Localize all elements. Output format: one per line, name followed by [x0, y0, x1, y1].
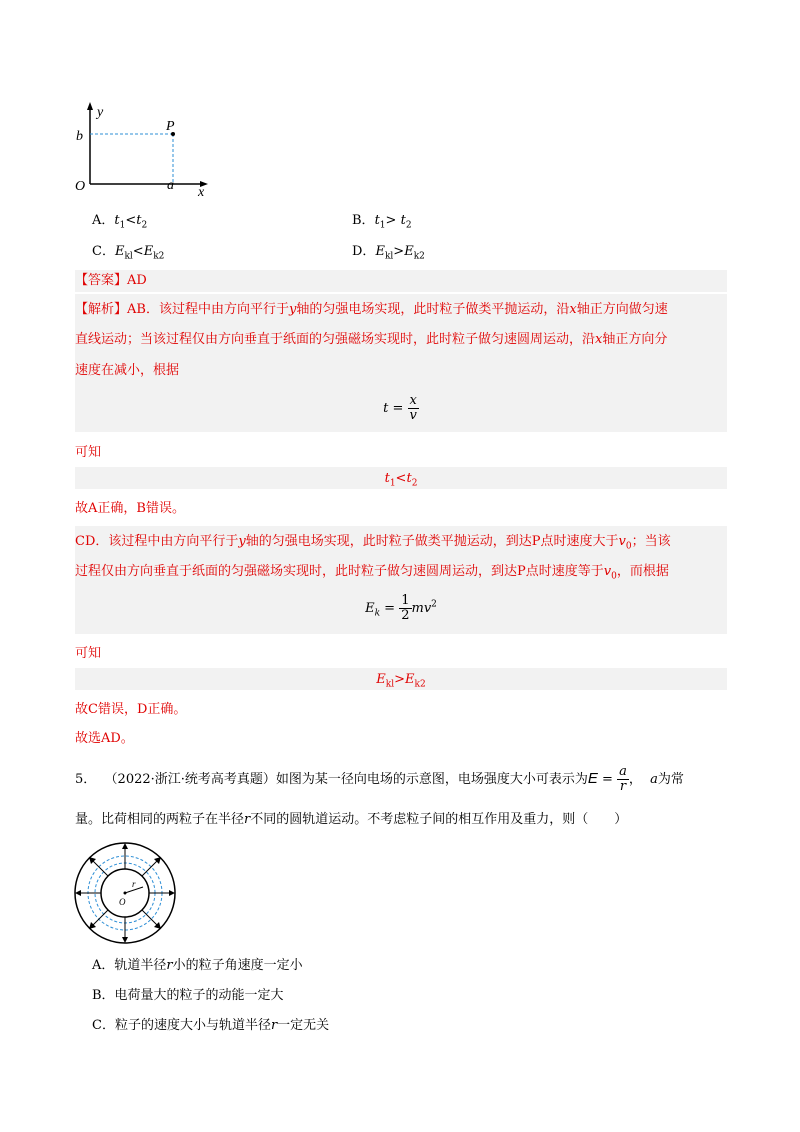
- option-b: B．$t_1> t_2$: [352, 213, 412, 231]
- y-label: y: [97, 105, 104, 120]
- p-label: P: [166, 119, 175, 134]
- analysis-cd-line-2: 过程仅由方向垂直于纸面的匀强磁场实现时，此时粒子做匀速圆周运动，到达P点时速度等于$v_0$，而根据: [75, 564, 669, 582]
- formula-kinetic-energy: $E_k$ = $\frac{1}{2}$ $mv^2$: [365, 593, 437, 623]
- x-label: x: [198, 185, 205, 200]
- q5-option-c: C．粒子的速度大小与轨道半径r一定无关: [92, 1018, 330, 1033]
- conclusion-2: 故C错误，D正确。: [75, 702, 187, 717]
- option-c: C．$E_{kl}<E_{k2}$: [92, 244, 165, 262]
- know-line-1: 可知: [75, 445, 102, 460]
- analysis-line-2: 直线运动；当该过程仅由方向垂直于纸面的匀强磁场实现时，此时粒子做匀速圆周运动，沿x轴正方向分: [75, 332, 668, 347]
- o-label: O: [119, 897, 126, 907]
- analysis-line-3: 速度在减小，根据: [75, 363, 180, 378]
- r-label: r: [132, 879, 136, 889]
- q5-option-a: A．轨道半径r小的粒子角速度一定小: [92, 958, 303, 973]
- center-dot: [124, 892, 127, 895]
- analysis-cd-line-1: CD．该过程中由方向平行于y轴的匀强电场实现，此时粒子做类平抛运动，到达P点时速度大于$v_0$；当该: [75, 534, 671, 552]
- shade-answer: [75, 270, 727, 292]
- radial-field-figure: [70, 838, 180, 948]
- question-5-line-2: 量。比荷相同的两粒子在半径r不同的圆轨道运动。不考虑粒子间的相互作用及重力，则（ ）: [75, 812, 628, 827]
- b-label: b: [76, 129, 83, 144]
- option-d: D．$E_{kl}>E_{k2}$: [352, 244, 425, 262]
- analysis-line-1: 【解析】AB．该过程中由方向平行于y轴的匀强电场实现，此时粒子做类平抛运动，沿x轴正方向做匀速: [75, 302, 668, 317]
- y-axis-arrow: [87, 102, 93, 110]
- conclusion-1: 故A正确，B错误。: [75, 501, 185, 516]
- know-line-2: 可知: [75, 646, 102, 661]
- formula-t-equals-x-over-v: t = $\frac{x}{v}$: [383, 393, 417, 423]
- final-answer: 故选AD。: [75, 731, 134, 746]
- option-a: A．$t_1<t_2$: [92, 213, 148, 231]
- coordinate-figure: [70, 100, 220, 200]
- a-label: a: [167, 178, 174, 193]
- answer-line: 【答案】AD: [75, 273, 147, 288]
- question-5-line-1: 5． （2022·浙江·统考高考真题）如图为某一径向电场的示意图，电场强度大小可表示为E = $\frac{a}{r}$ ， a为常: [75, 764, 684, 794]
- result-ek1-gt-ek2: $E_{kl}>E_{k2}$: [376, 672, 426, 690]
- result-t1-lt-t2: $t_1<t_2$: [384, 471, 418, 489]
- q5-option-b: B．电荷量大的粒子的动能一定大: [92, 988, 284, 1003]
- origin-label: O: [75, 179, 86, 194]
